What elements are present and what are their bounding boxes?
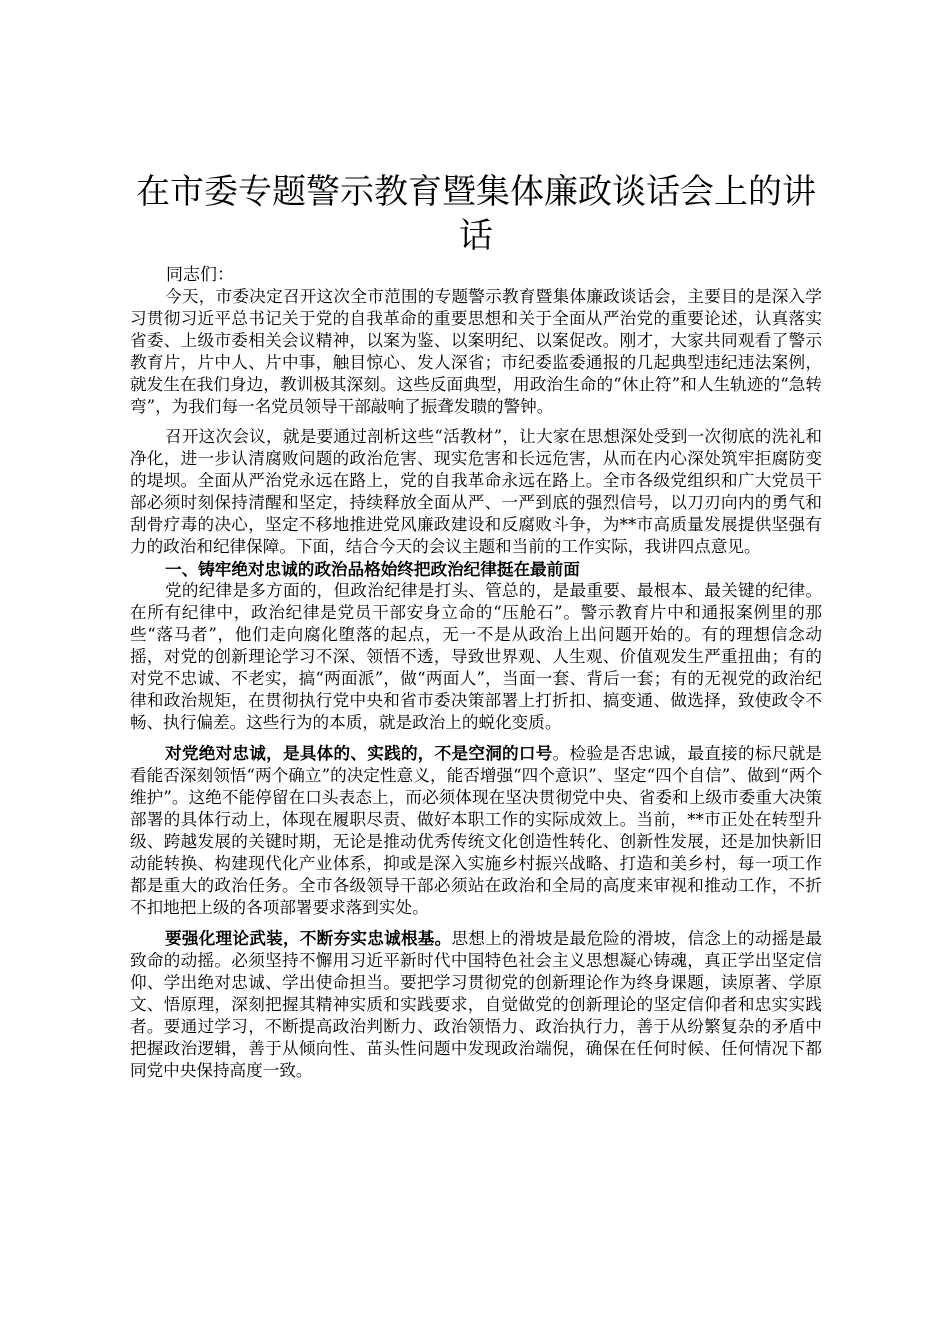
paragraph-purpose: 召开这次会议，就是要通过剖析这些“活教材”，让大家在思想深处受到一次彻底的洗礼和净化，进一步认清腐败问题的政治危害、现实危害和长远危害，从而在内心深处筑牢拒腐防变的堤坝。全面从严治党永远在路上，党的自我革命永远在路上。全市各级党组织和广大党员干部必须时刻保持清醒和坚定，持续释放全面从严、一严到底的强烈信号，以刀刃向内的勇气和刮骨疗毒的决心，坚定不移地推进党风廉政建设和反腐败斗争，为**市高质量发展提供坚强有力的政治和纪律保障。下面，结合今天的会议主题和当前的工作实际，我讲四点意见。	[130, 427, 822, 556]
paragraph-loyalty-lead: 对党绝对忠诚，是具体的、实践的，不是空洞的口号	[165, 743, 553, 763]
paragraph-political-discipline: 党的纪律是多方面的，但政治纪律是打头、管总的，是最重要、最根本、最关键的纪律。在所有纪律中，政治纪律是党员干部安身立命的“压舱石”。警示教育片中和通报案例里的那些“落马者”，他们走向腐化堕落的起点，无一不是从政治上出问题开始的。有的理想信念动摇，对党的创新理论学习不深、领悟不透，导致世界观、人生观、价值观发生严重扭曲；有的对党不忠诚、不老实，搞“两面派”，做“两面人”，当面一套、背后一套；有的无视党的政治纪律和政治规矩，在贯彻执行党中央和省市委决策部署上打折扣、搞变通、做选择，致使政令不畅、执行偏差。这些行为的本质，就是政治上的蜕化变质。	[130, 581, 822, 732]
paragraph-theory	[130, 927, 822, 1082]
salutation: 同志们：	[166, 265, 234, 285]
paragraph-intro: 今天，市委决定召开这次全市范围的专题警示教育暨集体廉政谈话会，主要目的是深入学习贯彻习近平总书记关于党的自我革命的重要思想和关于全面从严治党的重要论述，认真落实省委、上级市委相关会议精神，以案为鉴、以案明纪、以案促改。刚才，大家共同观看了警示教育片，片中人、片中事，触目惊心、发人深省；市纪委监委通报的几起典型违纪违法案例，就发生在我们身边，教训极其深刻。这些反面典型，用政治生命的“休止符”和人生轨迹的“急转弯”，为我们每一名党员领导干部敲响了振聋发聩的警钟。	[130, 287, 822, 416]
document-title: 在市委专题警示教育暨集体廉政谈话会上的讲话	[136, 172, 816, 256]
document-body	[130, 170, 822, 1082]
paragraph-loyalty	[130, 742, 822, 919]
section-heading-1: 一、铸牢绝对忠诚的政治品格始终把政治纪律挺在最前面	[165, 559, 580, 579]
paragraph-theory-lead: 要强化理论武装，不断夯实忠诚根基。	[165, 928, 452, 948]
paragraph-theory-text: 思想上的滑坡是最危险的滑坡，信念上的动摇是最致命的动摇。必须坚持不懈用习近平新时代中国特色社会主义思想凝心铸魂，真正学出坚定信仰、学出绝对忠诚、学出使命担当。要把学习贯彻党的创新理论作为终身课题，读原著、学原文、悟原理，深刻把握其精神实质和实践要求，自觉做党的创新理论的坚定信仰者和忠实实践者。要通过学习，不断提高政治判断力、政治领悟力、政治执行力，善于从纷繁复杂的矛盾中把握政治逻辑，善于从倾向性、苗头性问题中发现政治端倪，确保在任何时候、任何情况下都同党中央保持高度一致。	[130, 929, 823, 1080]
paragraph-loyalty-text: 。检验是否忠诚，最直接的标尺就是看能否深刻领悟“两个确立”的决定性意义，能否增强“四个意识”、坚定“四个自信”、做到“两个维护”。这绝不能停留在口头表态上，而必须体现在坚决贯彻党中央、省委和上级市委重大决策部署的具体行动上，体现在履职尽责、做好本职工作的实际成效上。当前，**市正处在转型升级、跨越发展的关键时期，无论是推动优秀传统文化创造性转化、创新性发展，还是加快新旧动能转换、构建现代化产业体系，抑或是深入实施乡村振兴战略、打造和美乡村，每一项工作都是重大的政治任务。全市各级领导干部必须站在政治和全局的高度来审视和推动工作，不折不扣地把上级的各项部署要求落到实处。	[130, 744, 823, 917]
